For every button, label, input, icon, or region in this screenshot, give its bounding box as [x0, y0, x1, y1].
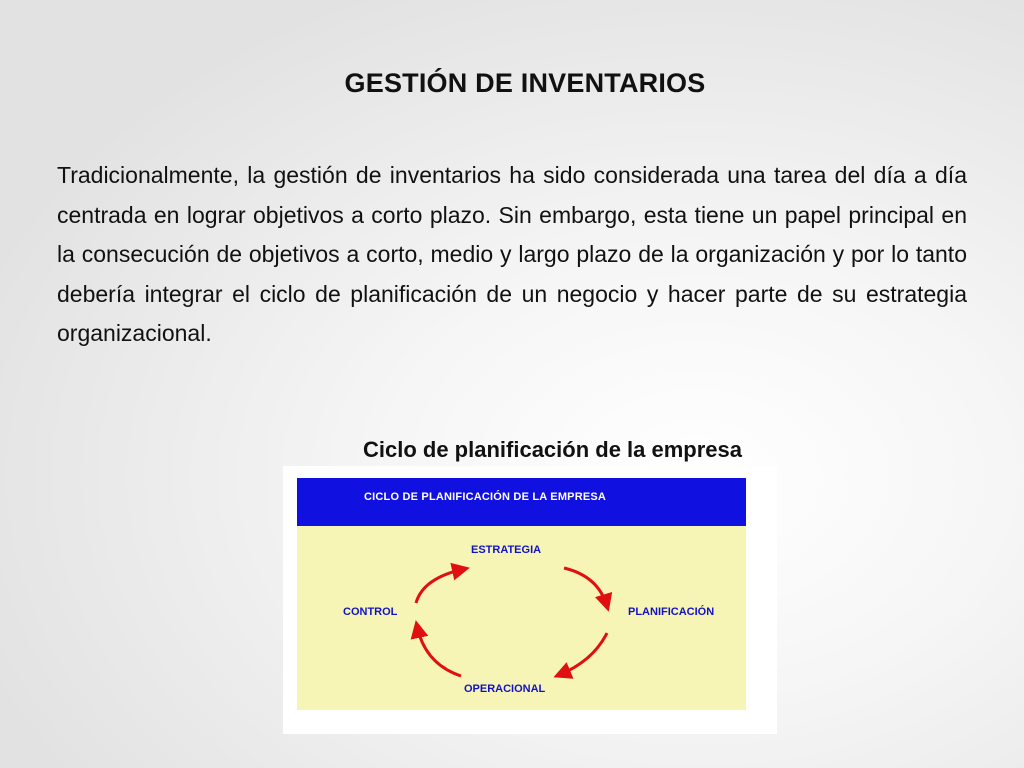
arrow-estrategia-to-planificacion: [564, 568, 607, 606]
node-planificacion: PLANIFICACIÓN: [628, 606, 715, 618]
arrow-planificacion-to-operacional: [559, 633, 607, 675]
node-operacional: OPERACIONAL: [464, 683, 546, 695]
planning-cycle-figure: [283, 466, 777, 734]
body-paragraph: Tradicionalmente, la gestión de inventarios ha sido considerada una tarea del día a día centrada en lograr objetivos a corto plazo. Sin embargo, esta tiene un papel principal en la consecución de objetivos a corto, medio y largo plazo de la organización y por lo tanto debería integrar el ciclo de planificación de un negocio y hacer parte de su estrategia organizacional.: [57, 162, 967, 346]
node-control: CONTROL: [343, 606, 398, 618]
node-estrategia: ESTRATEGIA: [471, 544, 542, 556]
slide-title: GESTIÓN DE INVENTARIOS: [344, 68, 706, 98]
arrow-control-to-estrategia: [416, 569, 464, 603]
arrow-operacional-to-control: [417, 626, 461, 676]
figure-caption: Ciclo de planificación de la empresa: [363, 437, 743, 462]
figure-header-text: CICLO DE PLANIFICACIÓN DE LA EMPRESA: [364, 491, 607, 503]
